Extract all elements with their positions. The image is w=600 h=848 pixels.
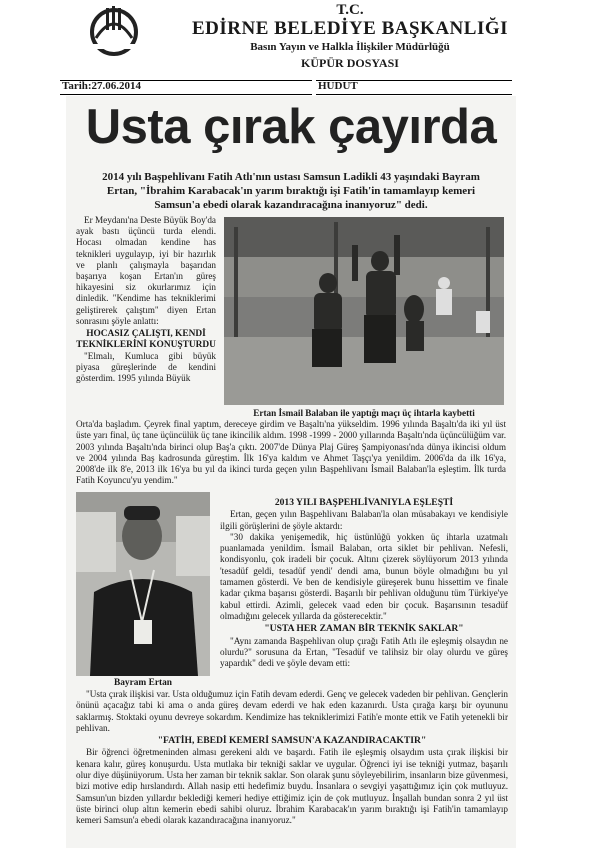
header-dept: Basın Yayın ve Halkla İlişkiler Müdürlüğü bbox=[250, 41, 450, 53]
article-headline: Usta çırak çayırda bbox=[85, 100, 497, 154]
right-column bbox=[220, 496, 508, 669]
header-tc: T.C. bbox=[336, 2, 364, 18]
sub3-text: "Usta çırak ilişkisi var. Usta olduğumuz için Fatih devam ederdi. Genç ve gelecek vadeden bir pehlivan. Gençlerin önünü açacağız tabi ki ama o anda güreş devam ederdi ve hak eden kazanırdı. Usta çırağa karşı bir oyununu saklarmış. Stoktaki oyunu devreye sokardım. Kendimize has tekniklerimizi Fatih'e monte ettik ve Fatih yetenekli bir pehlivan. bbox=[76, 689, 508, 733]
sub4-text: Bir öğrenci öğretmeninden alması gerekeni aldı ve başardı. Fatih ile eşleşmiş olsaydım usta çırak ilişkisi bir kenara kalır, güreş konuşurdu. Usta mutlaka bir tekniği saklar ve uygular. Öğrenci iyi ise tekniği yutmaz, başarılı olur diye düşünüyorum. Usta her zaman bir teknik saklar. Son olarak şunu söyleyebilirim, insanların bize güvenmesi, bizi motive edip hırslandırdı. Allah nasip etti hedefimiz buydu. İnsanlara o sevgiyi yaşattığımız için çok mutluyuz. Samsun'un bizden yıllardır beklediği kemeri hediye ettiğimiz için de çok mutluyuz. İnşallah bundan sonra 2 yıl üst üste birinci olup altın kemerin ebedi sahibi oluruz. İbrahim Karabacak'ın yarım bıraktığı işi Fatih'in tamamlayıp kemeri Samsun'a ebedi olarak kazandıracağına inanıyoruz." bbox=[76, 747, 508, 826]
bayram-ertan-photo bbox=[76, 492, 210, 676]
sub2-text: Ertan, geçen yılın Başpehlivanı Balaban'la olan müsabakayı ve kendisiyle ilgili görüşlerini de şöyle aktardı: bbox=[220, 509, 508, 531]
clip-date: Tarih:27.06.2014 bbox=[62, 80, 142, 92]
quote-balaban: "30 dakika yenişemedik, hiç üstünlüğü yokken üç ihtarla uzatmalı puanlamada yenildim. İsmail Balaban, orta siklet bir pehlivan. Nefesli, kondisyonlu, çok iradeli bir çocuk. Altını çizerek söylüyorum 2013 yılında 'tesadüf geldi, tesadüf yendi' dendi ama, bunun böyle olmadığını bu yıl tamamen gösterdi. Ve ben de kendisiyle güreşerek bunu hissettim ve finale kadar çıkma başarısı gösterdi. Başarılı bir pehlivan olduğunu tüm Türkiye'ye kabul ettirdi. Azimli, gelecek vaad eden bir çocuk. Başarısının tesadüf olmadığını gelecek yıllarda da gösterecektir." bbox=[220, 531, 508, 621]
subheading-4: "FATİH, EBEDİ KEMERİ SAMSUN'A KAZANDIRACAKTIR" bbox=[157, 735, 427, 747]
intro-paragraph: Er Meydanı'na Deste Büyük Boy'da ayak bastı üçüncü turda elendi. Hocası olmadan kendine has teknikleri uygulayıp, iyi bir hazırlık ve planlı çalışmayla başarıdan başarıya koşan Ertan'ın güreş hikayesini siz okurlarımız için dinledik. "Kendime has tekniklerimi geliştirerek çalıştım" diyen Ertan sonrasını şöyle anlattı: bbox=[76, 215, 216, 326]
municipality-logo-icon bbox=[88, 4, 140, 56]
header-kind: KÜPÜR DOSYASI bbox=[301, 56, 399, 70]
bottom-column bbox=[76, 689, 508, 827]
subheading-3: "USTA HER ZAMAN BİR TEKNİK SAKLAR" bbox=[264, 623, 464, 635]
wrestling-photo bbox=[224, 217, 504, 405]
portrait-caption: Bayram Ertan bbox=[113, 678, 173, 688]
subheading-1: HOCASIZ ÇALIŞTI, KENDİ TEKNİKLERİNİ KONUŞTURDU bbox=[76, 329, 216, 351]
main-photo-caption: Ertan İsmail Balaban ile yaptığı maçı üç ihtarla kaybetti bbox=[253, 408, 475, 418]
sub1-text-full: Orta'da başladım. Çeyrek final yaptım, dereceye girdim ve Başaltı'na yükseldim. 1996 yılında Başaltı'da iki yıl üst üste yarı final, üç tane üçüncülük üç tane ikincilik aldım. 1998 -1999 - 2000 yıllarında Başaltı'nda üçüncülüğüm var. 2003 yılında Başaltı'nda birinci olup Baş'a çıktı. 2007'de Dünya Plaj Güreş Şampiyonası'nda dünya ikincisi oldum ve 2004 yılında Baş kadrosunda güreştim. İlk 16'ya kaldım ve Ahmet Taşçı'ya yenildim. 2006'da da ilk 16'ya, 2008'de ilk 8'e, 2013 ilk 16'ya bu yıl da ikinci turda geçen yılın Başpehlivanı İsmail Balaban'la eşleştim. İlk turda Fatih Koyuncu'yu yendim." bbox=[76, 419, 506, 486]
left-column bbox=[76, 215, 216, 385]
article-lede: 2014 yılı Başpehlivanı Fatih Atlı'nın ustası Samsun Ladikli 43 yaşındaki Bayram Ertan, "İbrahim Karabacak'ın yarım bıraktığı işi Fatih'in tamamlayıp kemeri Samsun'a ebedi olarak kazandıracağına inanıyoruz" dedi. bbox=[102, 171, 480, 211]
career-text bbox=[76, 419, 506, 487]
sub1-text-left: "Elmalı, Kumluca gibi büyük piyasa güreşlerinde de kendini gösterdim. 1995 yılında Büyük bbox=[76, 351, 216, 384]
sub3-intro: "Aynı zamanda Başpehlivan olup çırağı Fatih Atlı ile eşleşmiş olsaydın ne olurdu?" sorusuna da Ertan, "Tesadüf ve talihsiz bir olay olurdu ve güreş yapardık" dedi ve şöyle devam etti: bbox=[220, 635, 508, 669]
subheading-2: 2013 YILI BAŞPEHLİVANIYLA EŞLEŞTİ bbox=[274, 497, 454, 508]
header-org: EDİRNE BELEDİYE BAŞKANLIĞI bbox=[191, 18, 509, 39]
clip-source: HUDUT bbox=[318, 80, 358, 92]
